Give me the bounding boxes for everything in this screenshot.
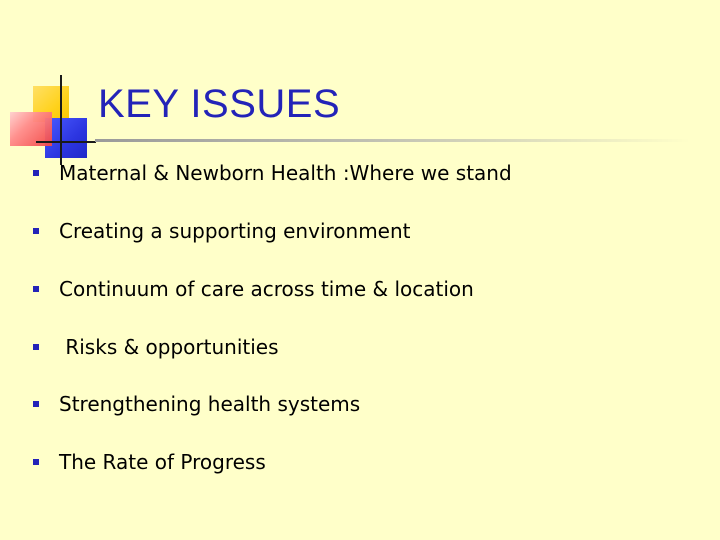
bullet-item — [0, 157, 620, 189]
square-bullet-icon — [33, 459, 39, 465]
vertical-line-shape — [60, 75, 62, 165]
slide-title: KEY ISSUES — [98, 82, 341, 126]
square-bullet-icon — [33, 228, 39, 234]
bullet-item — [0, 446, 620, 478]
decorative-squares-logo-icon — [0, 0, 110, 170]
bullet-item — [0, 388, 620, 420]
bullet-text: Risks & opportunities — [59, 335, 279, 359]
square-bullet-icon — [33, 286, 39, 292]
title-underline-rule — [95, 139, 690, 142]
bullet-text: Continuum of care across time & location — [59, 277, 474, 301]
bullet-text: The Rate of Progress — [59, 450, 266, 474]
bullet-text: Creating a supporting environment — [59, 219, 411, 243]
square-bullet-icon — [33, 401, 39, 407]
horizontal-line-shape — [36, 141, 96, 143]
bullet-text: Strengthening health systems — [59, 392, 361, 416]
bullet-item — [0, 273, 620, 305]
square-bullet-icon — [33, 170, 39, 176]
bullet-item — [0, 215, 620, 247]
square-bullet-icon — [33, 344, 39, 350]
bullet-text: Maternal & Newborn Health :Where we stand — [59, 161, 512, 185]
bullet-item — [0, 331, 620, 363]
